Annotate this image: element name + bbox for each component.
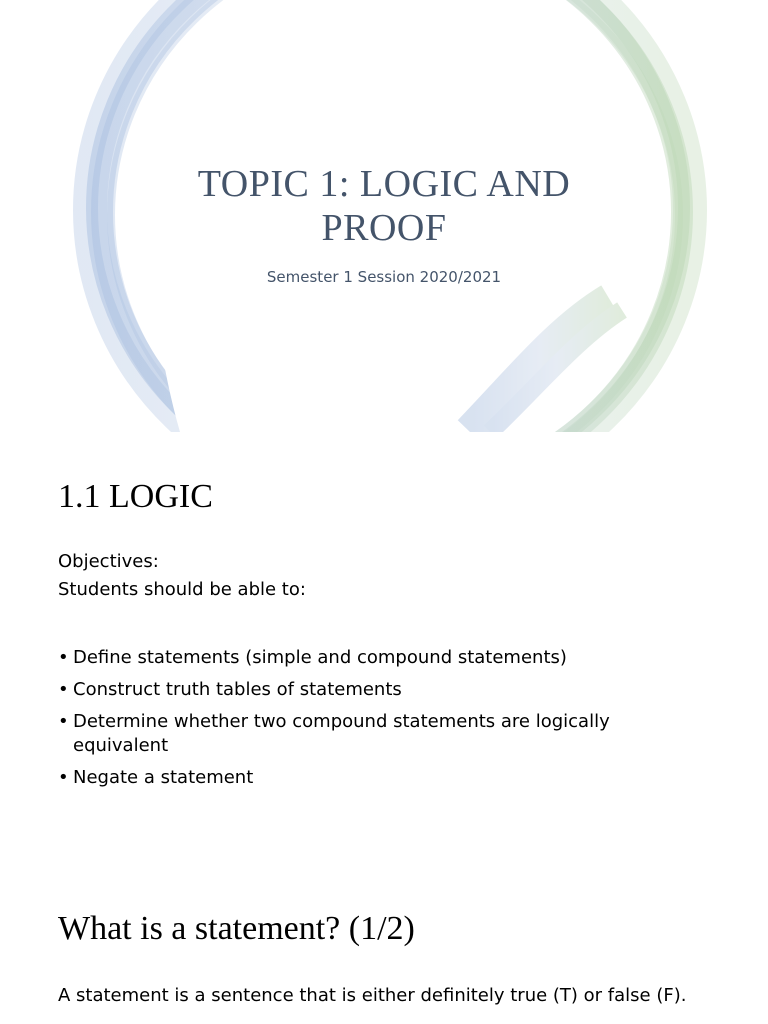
title-slide [0,0,768,432]
objectives-list [58,646,658,798]
objectives-label: Objectives: [58,551,159,572]
objectives-text [58,548,698,604]
statement-definition: A statement is a sentence that is either definitely true (T) or false (F). [58,985,687,1006]
list-item: • Define statements (simple and compound statements) [58,647,567,668]
list-item: • Negate a statement [58,767,254,788]
bullet-icon: • [58,767,69,788]
title-block [0,162,768,286]
bullet-icon: • [58,647,69,668]
statement-slide [0,880,768,1024]
bullet-icon: • [58,711,69,732]
slide-subtitle: Semester 1 Session 2020/2021 [266,268,502,286]
bullet-icon: • [58,679,69,700]
objectives-lead-in: Students should be able to: [58,579,306,600]
list-item: • Construct truth tables of statements [58,679,402,700]
slide-heading: What is a statement? (1/2) [58,910,415,947]
slide-heading: 1.1 LOGIC [58,478,213,515]
list-item: • Determine whether two compound statements are logically equivalent [58,711,610,756]
slide-title: TOPIC 1: LOGIC AND PROOF [197,163,571,249]
logic-slide [0,440,768,872]
